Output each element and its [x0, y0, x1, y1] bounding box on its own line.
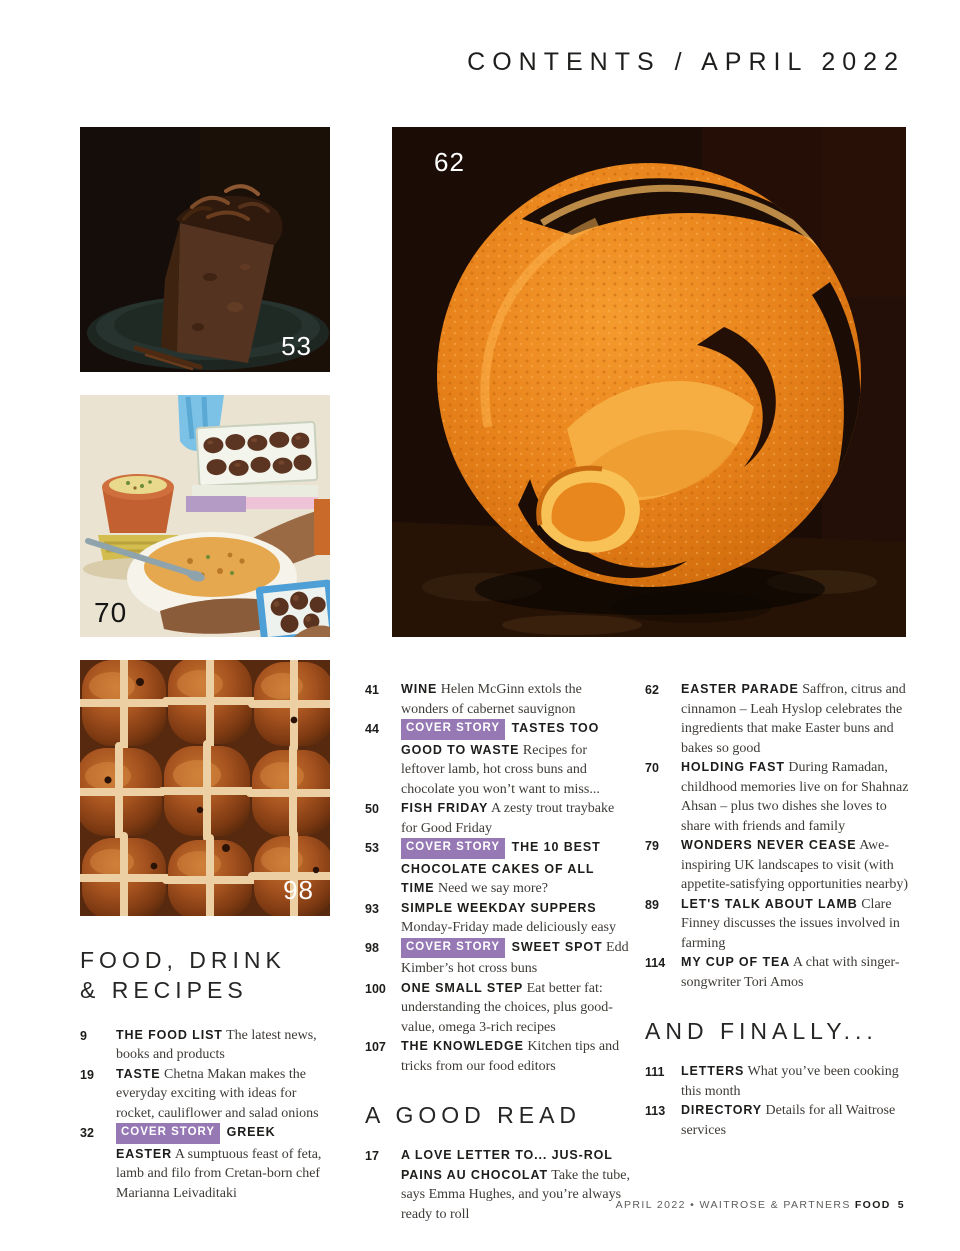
- page-ref-orange: 62: [434, 147, 465, 177]
- page-ref-buns: 98: [283, 875, 314, 905]
- article-title: LETTERS: [681, 1064, 745, 1079]
- article-title: WONDERS NEVER CEASE: [681, 838, 857, 852]
- toc-item-53: [365, 838, 631, 899]
- ramadan-food-illustration: [80, 395, 330, 637]
- orange-peel-photo: [392, 127, 906, 637]
- article-description: The latest news, books and products: [116, 1027, 317, 1063]
- article-page-number: 98: [365, 940, 379, 955]
- toc-item-79: [645, 836, 912, 895]
- article-title: GREEK EASTER: [116, 1125, 276, 1161]
- article-title: LET'S TALK ABOUT LAMB: [681, 896, 858, 911]
- article-title: SIMPLE WEEKDAY SUPPERS: [401, 900, 597, 915]
- article-title: THE FOOD LIST: [116, 1027, 223, 1042]
- article-description: A zesty trout traybake for Good Friday: [401, 801, 615, 836]
- article-page-number: 9: [80, 1028, 87, 1043]
- article-entry: [681, 1101, 912, 1140]
- article-description: Recipes for leftover lamb, hot cross buns and chocolate you won’t want to miss...: [401, 742, 600, 797]
- article-entry: [401, 680, 631, 719]
- cover-story-badge: COVER STORY: [401, 938, 505, 959]
- orange-art: [392, 127, 906, 637]
- toc-item-70: [645, 758, 912, 836]
- article-description: Saffron, citrus and cinnamon – Leah Hyslop celebrates the ingredients that make Easter buns and bakes so good: [681, 682, 906, 756]
- article-description: Clare Finney discusses the issues involved in farming: [681, 896, 900, 951]
- footer-folio: [616, 1199, 905, 1211]
- article-page-number: 32: [80, 1126, 94, 1141]
- toc-item-98: [365, 938, 631, 979]
- article-title: A LOVE LETTER TO... JUS-ROL PAINS AU CHOCOLAT: [401, 1148, 613, 1182]
- article-description: What you’ve been cooking this month: [681, 1064, 899, 1099]
- article-title: EASTER PARADE: [681, 682, 799, 696]
- article-page-number: 19: [80, 1067, 94, 1082]
- hot-cross-buns-photo: [80, 660, 330, 916]
- article-page-number: 93: [365, 901, 379, 916]
- article-title: ONE SMALL STEP: [401, 980, 524, 995]
- article-page-number: 100: [365, 981, 386, 996]
- article-title: DIRECTORY: [681, 1103, 763, 1118]
- toc-item-114: [645, 953, 912, 992]
- article-title: THE 10 BEST CHOCOLATE CAKES OF ALL TIME: [401, 840, 601, 895]
- article-description: Details for all Waitrose services: [681, 1103, 896, 1138]
- article-page-number: 17: [365, 1149, 379, 1164]
- article-description: Eat better fat: understanding the choices, plus good-value, omega 3-rich recipes: [401, 980, 613, 1035]
- article-entry: [401, 838, 631, 899]
- footer-issue-text: APRIL 2022 • WAITROSE & PARTNERS: [615, 1199, 851, 1211]
- article-description: Kitchen tips and tricks from our food editors: [401, 1039, 620, 1074]
- article-page-number: 89: [645, 897, 659, 912]
- article-entry: [681, 953, 912, 992]
- article-entry: [401, 1037, 631, 1076]
- article-entry: [401, 979, 631, 1038]
- article-entry: [401, 719, 631, 799]
- cover-story-badge: COVER STORY: [401, 719, 505, 740]
- article-page-number: 107: [365, 1040, 386, 1054]
- toc-item-19: [80, 1065, 332, 1124]
- article-entry: [401, 799, 631, 838]
- article-entry: [681, 1062, 912, 1101]
- article-entry: [401, 899, 631, 938]
- footer-page-number: 5: [897, 1199, 905, 1211]
- article-title: FISH FRIDAY: [401, 801, 489, 815]
- toc-item-62: [645, 680, 912, 758]
- article-description: Awe-inspiring UK landscapes to visit (with appetite-satisfying opportunities nearby): [681, 838, 909, 892]
- article-title: THE KNOWLEDGE: [401, 1039, 524, 1053]
- toc-item-17: [365, 1146, 631, 1224]
- article-page-number: 113: [645, 1104, 666, 1119]
- article-page-number: 53: [365, 841, 379, 855]
- toc-item-113: [645, 1101, 912, 1140]
- article-title: WINE: [401, 682, 438, 696]
- article-description: A chat with singer-songwriter Tori Amos: [681, 955, 900, 990]
- article-description: Chetna Makan makes the everyday exciting with ideas for rocket, cauliflower and salad onions: [116, 1066, 319, 1121]
- toc-item-100: [365, 979, 631, 1038]
- toc-item-32: [80, 1123, 332, 1203]
- toc-column-right: [645, 680, 912, 1140]
- toc-item-111: [645, 1062, 912, 1101]
- page-ref-cake: 53: [281, 331, 312, 361]
- article-page-number: 114: [645, 956, 666, 970]
- toc-item-41: [365, 680, 631, 719]
- article-page-number: 79: [645, 839, 659, 853]
- article-description: Take the tube, says Emma Hughes, and you’re always ready to roll: [401, 1167, 630, 1222]
- chocolate-cake-photo: [80, 127, 330, 372]
- article-title: SWEET SPOT: [511, 939, 603, 954]
- article-page-number: 50: [365, 802, 379, 816]
- cover-story-badge: COVER STORY: [401, 838, 505, 859]
- toc-item-89: [645, 895, 912, 954]
- article-description: Need we say more?: [434, 881, 548, 896]
- article-title: MY CUP OF TEA: [681, 955, 791, 969]
- article-entry: [681, 758, 912, 836]
- article-entry: [116, 1026, 332, 1065]
- section-heading: AND FINALLY...: [645, 1018, 878, 1044]
- page-title: CONTENTS / APRIL 2022: [467, 48, 905, 76]
- article-page-number: 62: [645, 683, 659, 697]
- article-page-number: 41: [365, 683, 379, 697]
- article-description: Monday-Friday made deliciously easy: [401, 920, 617, 935]
- article-page-number: 44: [365, 722, 379, 736]
- article-description: Edd Kimber’s hot cross buns: [401, 939, 629, 976]
- article-entry: [681, 836, 912, 895]
- article-entry: [681, 895, 912, 954]
- article-entry: [116, 1065, 332, 1124]
- section-heading: FOOD, DRINK & RECIPES: [80, 947, 286, 1004]
- footer-brand: FOOD: [854, 1199, 891, 1211]
- toc-column-middle: [365, 680, 631, 1224]
- article-entry: [401, 938, 631, 979]
- article-page-number: 111: [645, 1065, 665, 1080]
- article-entry: [116, 1123, 332, 1203]
- article-page-number: 70: [645, 761, 659, 775]
- cover-story-badge: COVER STORY: [116, 1123, 220, 1144]
- article-description: Helen McGinn extols the wonders of cabernet sauvignon: [401, 682, 582, 717]
- article-title: TASTE: [116, 1066, 161, 1081]
- page-ref-illustration: 70: [94, 597, 128, 628]
- toc-item-107: [365, 1037, 631, 1076]
- article-entry: [681, 680, 912, 758]
- toc-item-44: [365, 719, 631, 799]
- article-title: TASTES TOO GOOD TO WASTE: [401, 721, 600, 757]
- toc-column-food-drink-recipes: [80, 945, 332, 1203]
- toc-item-93: [365, 899, 631, 938]
- section-heading: A GOOD READ: [365, 1102, 582, 1128]
- toc-item-9: [80, 1026, 332, 1065]
- toc-item-50: [365, 799, 631, 838]
- article-title: HOLDING FAST: [681, 760, 785, 774]
- article-description: A sumptuous feast of feta, lamb and filo from Cretan-born chef Marianna Leivaditaki: [116, 1146, 322, 1201]
- article-description: During Ramadan, childhood memories live on for Shahnaz Ahsan – plus two dishes she loves to share with friends and family: [681, 760, 909, 834]
- article-entry: [401, 1146, 631, 1224]
